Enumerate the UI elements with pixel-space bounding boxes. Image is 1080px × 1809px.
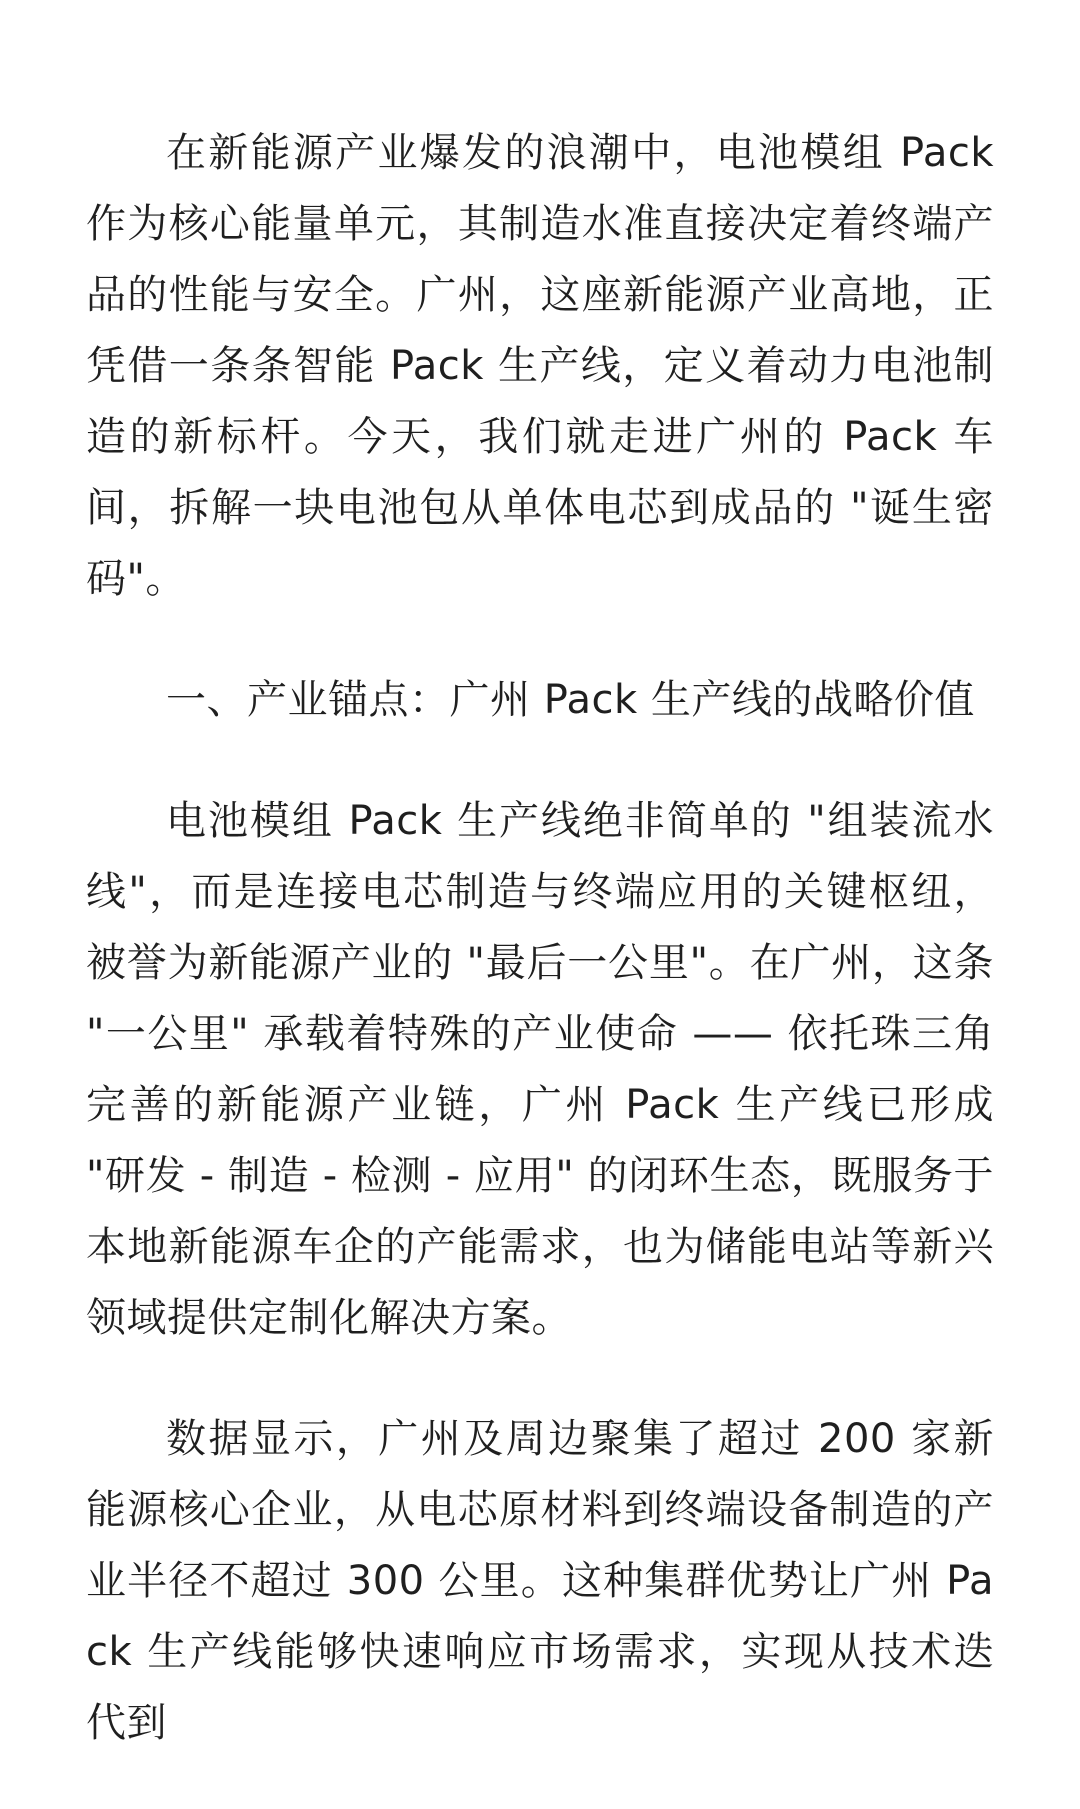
section-heading: 一、产业锚点：广州 Pack 生产线的战略价值	[166, 677, 975, 723]
article-body	[86, 118, 994, 1809]
intro-paragraph: 在新能源产业爆发的浪潮中，电池模组 Pack 作为核心能量单元，其制造水准直接决定着终端产品的性能与安全。广州，这座新能源产业高地，正凭借一条条智能 Pack 生产线，定义着动力电池制造的新标杆。今天，我们就走进广州的 Pack 车间，拆解一块电池包从单体电芯到成品的 "诞生密码"。	[86, 130, 994, 602]
body-paragraph-2: 数据显示，广州及周边聚集了超过 200 家新能源核心企业，从电芯原材料到终端设备制造的产业半径不超过 300 公里。这种集群优势让广州 Pack 生产线能够快速响应市场需求，实现从技术迭代到	[86, 1416, 994, 1746]
body-paragraph-1: 电池模组 Pack 生产线绝非简单的 "组装流水线"，而是连接电芯制造与终端应用的关键枢纽，被誉为新能源产业的 "最后一公里"。在广州，这条 "一公里" 承载着特殊的产业使命 —— 依托珠三角完善的新能源产业链，广州 Pack 生产线已形成 "研发 - 制造 - 检测 - 应用" 的闭环生态，既服务于本地新能源车企的产能需求，也为储能电站等新兴领域提供定制化解决方案。	[86, 798, 994, 1341]
